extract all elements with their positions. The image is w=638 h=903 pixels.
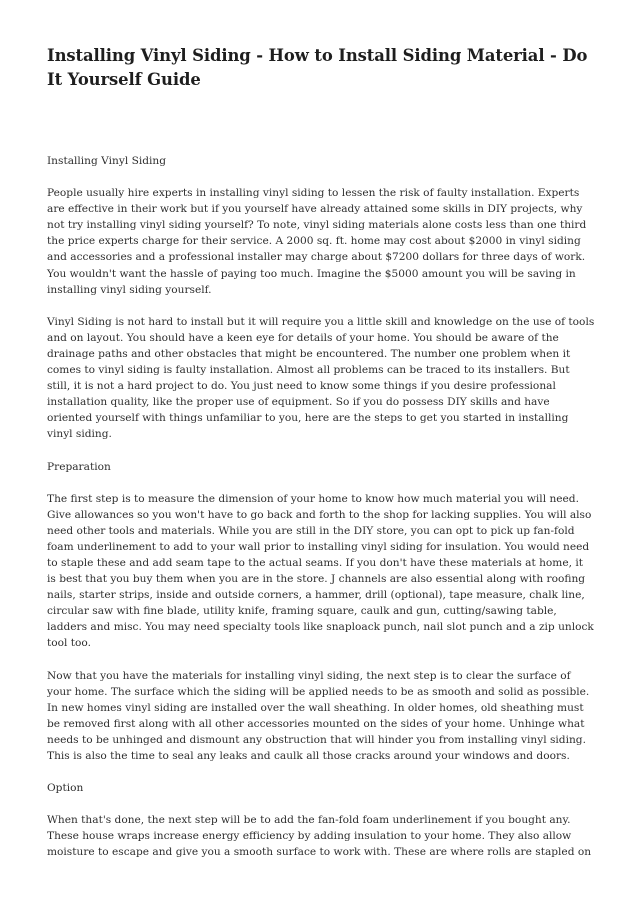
paragraph-intro: People usually hire experts in installing vinyl siding to lessen the risk of faulty installation. Experts are effective in their work but if you yourself have already attained some skills in DIY projects, why not try installing vinyl siding yourself? To note, vinyl siding materials alone costs less than one third the price experts charge for their service. A 2000 sq. ft. home may cost about $2000 in vinyl siding and accessories and a professional installer may charge about $7200 dollars for three days of work. You wouldn't want the hassle of paying too much. Imagine the $5000 amount you will be saving in installing vinyl siding yourself. <box>47 187 587 296</box>
paragraph-surface: Now that you have the materials for installing vinyl siding, the next step is to clear the surface of your home. The surface which the siding will be applied needs to be as smooth and solid as possible. In new homes vinyl siding are installed over the wall sheathing. In older homes, old sheathing must be removed first along with all other accessories mounted on the sides of your home. Unhinge what needs to be unhinged and dismount any obstruction that will hinder you from installing vinyl siding. This is also the time to seal any leaks and caulk all those cracks around your windows and doors. <box>47 669 590 762</box>
section-heading-installing: Installing Vinyl Siding <box>47 155 166 167</box>
document-title: Installing Vinyl Siding - How to Install Siding Material - Do It Yourself Guide <box>47 46 588 89</box>
document-header <box>47 44 595 92</box>
paragraph-underlinement: When that's done, the next step will be to add the fan-fold foam underlinement if you bought any. These house wraps increase energy efficiency by adding insulation to your home. They also allow moisture to escape and give you a smooth surface to work with. These are where rolls are stapled on <box>47 814 592 859</box>
section-heading-preparation: Preparation <box>47 460 111 473</box>
paragraph-materials: The first step is to measure the dimension of your home to know how much material you will need. Give allowances so you won't have to go back and forth to the shop for lacking supplies. You will also need other tools and materials. While you are still in the DIY store, you can opt to pick up fan-fold foam underlinement to add to your wall prior to installing vinyl siding for insulation. You would need to staple these and add seam tape to the actual seams. If you don't have these materials at home, it is best that you buy them when you are in the store. J channels are also essential along with roofing nails, starter strips, inside and outside corners, a hammer, drill (optional), tape measure, chalk line, circular saw with fine blade, utility knife, framing square, caulk and gun, cutting/sawing table, ladders and misc. You may need specialty tools like snaploack punch, nail slot punch and a zip unlock tool too. <box>47 492 594 650</box>
paragraph-difficulty: Vinyl Siding is not hard to install but it will require you a little skill and knowledge on the use of tools and on layout. You should have a keen eye for details of your home. You should be aware of the drainage paths and other obstacles that might be encountered. The number one problem when it comes to vinyl siding is faulty installation. Almost all problems can be traced to its installers. But still, it is not a hard project to do. You just need to know some things if you desire professional installation quality, like the proper use of equipment. So if you do possess DIY skills and have oriented yourself with things unfamiliar to you, here are the steps to get you started in installing vinyl siding. <box>47 315 595 441</box>
document-body <box>47 153 595 876</box>
section-heading-option: Option <box>47 782 84 795</box>
